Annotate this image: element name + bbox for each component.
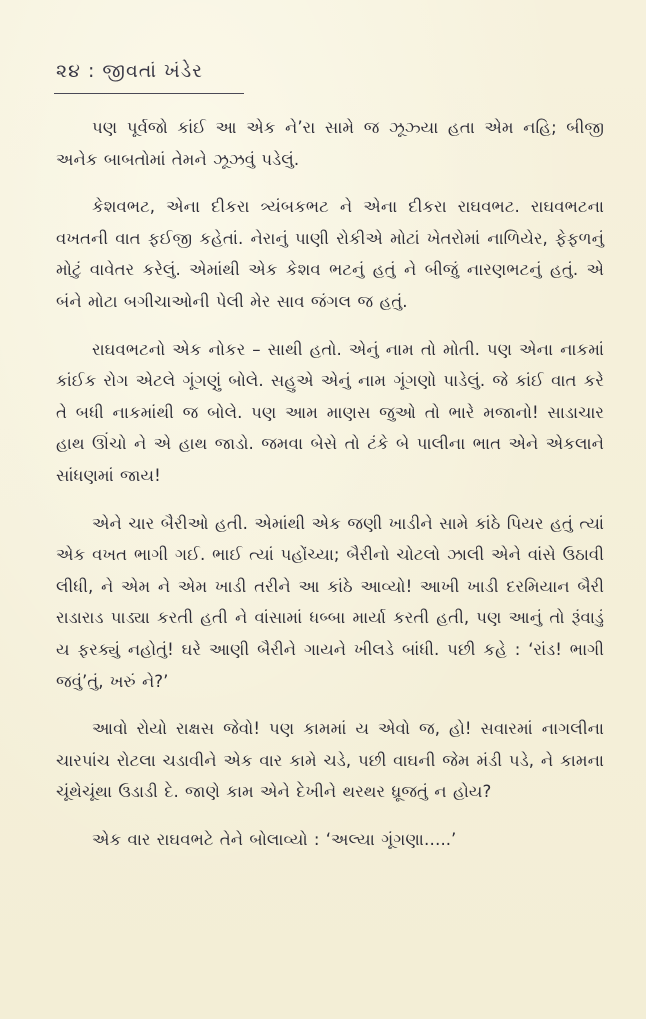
paragraph: કેશવભટ, એના દીકરા ત્ર્યંબકભટ ને એના દીકરા રાઘવભટ. રાઘવભટના વખતની વાત ફઈજી કહેતાં. નેરાનું પાણી રોકીએ મોટાં ખેતરોમાં નાળિયેર, ફેફળનું મોટું વાવેતર કરેલું. એમાંથી એક કેશવ ભટનું હતું ને બીજું નારણભટનું હતું. એ બંને મોટા બગીચાઓની પેલી મેર સાવ જંગલ જ હતું. [56,197,604,311]
paragraph: આવો રોયો રાક્ષસ જેવો! પણ કામમાં ય એવો જ, હો! સવારમાં નાગલીના ચારપાંચ રોટલા ચડાવીને એક વાર કામે ચડે, પછી વાઘની જેમ મંડી પડે, ને કામના ચૂંથેચૂંથા ઉડાડી દે. જાણે કામ એને દેખીને થરથર ધ્રૂજતું ન હોય? [56,719,604,802]
paragraph: એને ચાર બૈરીઓ હતી. એમાંથી એક જણી ખાડીને સામે કાંઠે પિયર હતું ત્યાં એક વખત ભાગી ગઈ. ભાઈ ત્યાં પહોંચ્યા; બૈરીનો ચોટલો ઝાલી એને વાંસે ઉઠાવી લીધી, ને એમ ને એમ ખાડી તરીને આ કાંઠે આવ્યો! આખી ખાડી દરમિયાન બૈરી રાડારાડ પાડ્યા કરતી હતી ને વાંસામાં ધબ્બા માર્યા કરતી હતી, પણ આનું તો રૂંવાડું ય ફરક્યું નહોતું! ઘરે આણી બૈરીને ગાયને ખીલડે બાંધી. પછી કહે : ‘રાંડ! ભાગી જવું’તું, ખરું ને?’ [56,513,604,691]
running-head: ૨૪ : જીવતાં ખંડેર [56,60,203,82]
paragraph: એક વાર રાઘવભટે તેને બોલાવ્યો : ‘અલ્યા ગૂંગણા…..’ [92,829,457,849]
paragraph: રાઘવભટનો એક નોકર – સાથી હતો. એનું નામ તો મોતી. પણ એના નાકમાં કાંઈક રોગ એટલે ગૂંગણું બોલે. સહુએ એનું નામ ગૂંગણો પાડેલું. જે કાંઈ વાત કરે તે બધી નાકમાંથી જ બોલે. પણ આમ માણસ જુઓ તો ભારે મજાનો! સાડાચાર હાથ ઊંચો ને એ હાથ જાડો. જમવા બેસે તો ટંકે બે પાલીના ભાત એને એકલાને સાંધણમાં જાય! [56,339,604,485]
header-divider [54,93,244,94]
paragraph: પણ પૂર્વજો કાંઈ આ એક ને’રા સામે જ ઝૂઝ્યા હતા એમ નહિ; બીજી અનેક બાબતોમાં તેમને ઝૂઝવું પડેલું. [56,118,604,169]
body-text [56,112,604,855]
